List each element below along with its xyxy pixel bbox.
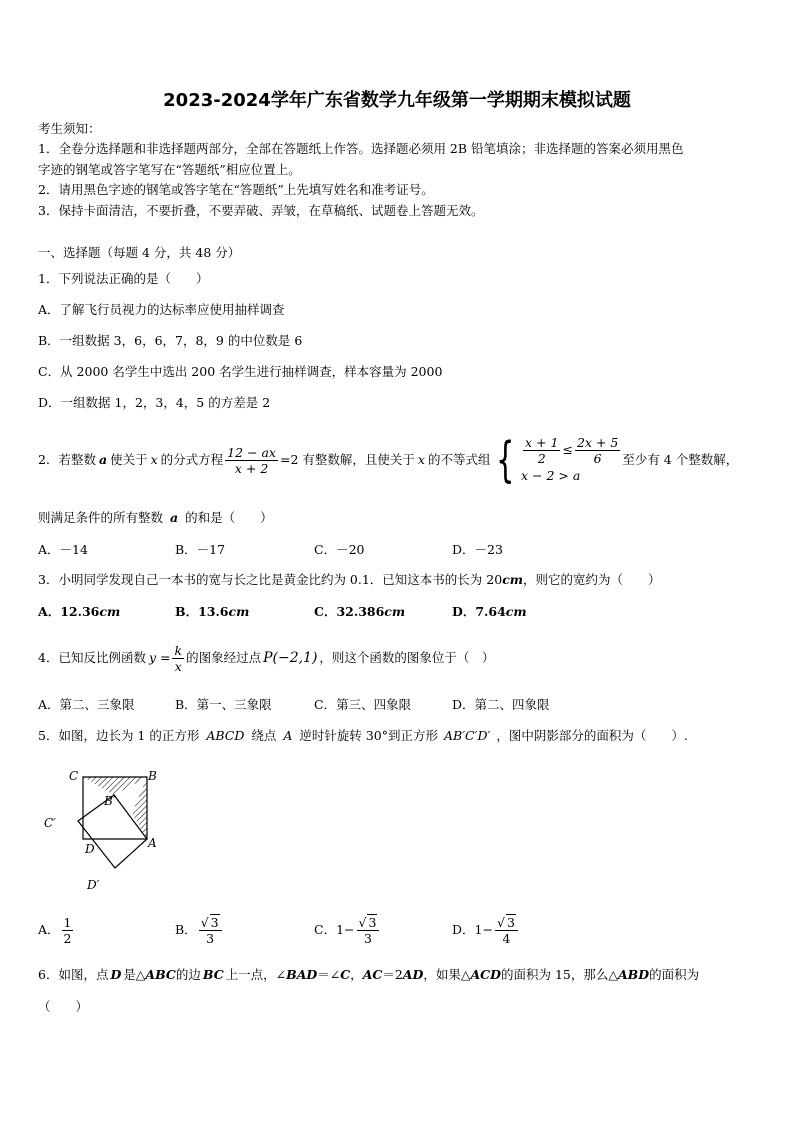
q3-option-a: A．12.36cm [38,604,121,619]
section-heading: 一、选择题（每题 4 分，共 48 分） [38,245,241,260]
q3-option-b: B．13.6cm [175,604,250,619]
notice-item-3: 3．保持卡面清洁，不要折叠，不要弄破、弄皱，在草稿纸、试题卷上答题无效。 [38,203,484,218]
notice-item-1-cont: 字迹的钢笔或答字笔写在“答题纸”相应位置上。 [38,162,301,177]
label-c-prime: C′ [44,816,56,830]
q1-option-b: B．一组数据 3，6，6，7，8，9 的中位数是 6 [38,333,303,348]
q5-option-b: B． $\frac{√ 3}{3}$ [175,910,224,950]
label-b: B [148,769,157,783]
q3-option-c: C．32.386cm [314,604,406,619]
q5-option-a: A． $\frac{1}{2}$ [38,914,72,946]
q4-option-b: B．第一、三象限 [175,697,272,712]
shaded-region-top [83,777,147,795]
q1-option-a: A．了解飞行员视力的达标率应使用抽样调查 [38,302,285,317]
label-c: C [69,769,79,783]
q1-stem: 1．下列说法正确的是（ ） [38,271,209,286]
q2-inequality-system: $\frac{x + 1}{2}$ ≤ $\frac{2x + 5}{6}$ x − 2 > a [521,434,619,483]
notice-item-1: 1．全卷分选择题和非选择题两部分，全部在答题纸上作答。选择题必须用 2B 铅笔填涂；非选择题的答案必须用黑色 [38,141,684,156]
q5-stem: 5．如图，边长为 1 的正方形 ABCD 绕点 A 逆时针旋转 30°到正方形 AB′C′D′ ，图中阴影部分的面积为（ ）. [38,728,688,743]
label-d-prime: D′ [87,878,100,892]
notice-heading: 考生须知： [38,121,101,136]
q4-stem: 4．已知反比例函数 y = $\frac{k}{x}$ 的图象经过点 P(−2,1) ，则这个函数的图象位于（ ） [38,642,495,674]
notice-item-2: 2．请用黑色字迹的钢笔或答字笔在“答题纸”上先填写姓名和准考证号。 [38,182,434,197]
q5-option-c: C． 1− $\frac{√ 3}{3}$ [314,910,381,950]
q2-fraction: $\frac{12 - ax}{x + 2}$ [227,444,276,476]
q2-option-c: C．－20 [314,542,365,557]
q2-stem-cont: 则满足条件的所有整数 a 的和是（ ） [38,510,273,525]
q2-option-a: A．－14 [38,542,88,557]
q1-option-d: D．一组数据 1，2，3，4，5 的方差是 2 [38,395,271,410]
q2-stem: 2．若整数 a 使关于 x 的分式方程 $\frac{12 - ax}{x + 2}$ =2 有整数解，且使关于 x 的不等式组 { $\frac{x + 1}{2}$ ≤ $\frac{2x + 5}{6}$ x − 2 > a 至少有 4 个整数解， [38,432,739,488]
q4-option-a: A．第二、三象限 [38,697,135,712]
q5-option-d: D． 1− $\frac{√ 3}{4}$ [452,910,520,950]
q2-option-d: D．－23 [452,542,503,557]
q2-option-b: B．－17 [175,542,226,557]
system-brace: { [496,432,515,488]
q3-stem: 3．小明同学发现自己一本书的宽与长之比是黄金比约为 0.1．已知这本书的长为 20cm，则它的宽约为（ ） [38,572,661,587]
q3-option-d: D．7.64cm [452,604,527,619]
label-b-prime: B′ [104,794,116,808]
q6-stem: 6．如图，点 D 是△ABC的边 BC 上一点，∠BAD＝∠C，AC＝2AD，如果△ACD的面积为 15，那么△ABD的面积为 [38,967,700,982]
q1-option-c: C．从 2000 名学生中选出 200 名学生进行抽样调查，样本容量为 2000 [38,364,443,379]
label-d: D [85,842,95,856]
q6-stem-cont: （ ） [38,999,89,1014]
q4-option-c: C．第三、四象限 [314,697,412,712]
rotated-square-figure [40,765,170,895]
page-title: 2023-2024学年广东省数学九年级第一学期期末模拟试题 [163,90,631,111]
label-a: A [148,836,157,850]
q4-option-d: D．第二、四象限 [452,697,550,712]
